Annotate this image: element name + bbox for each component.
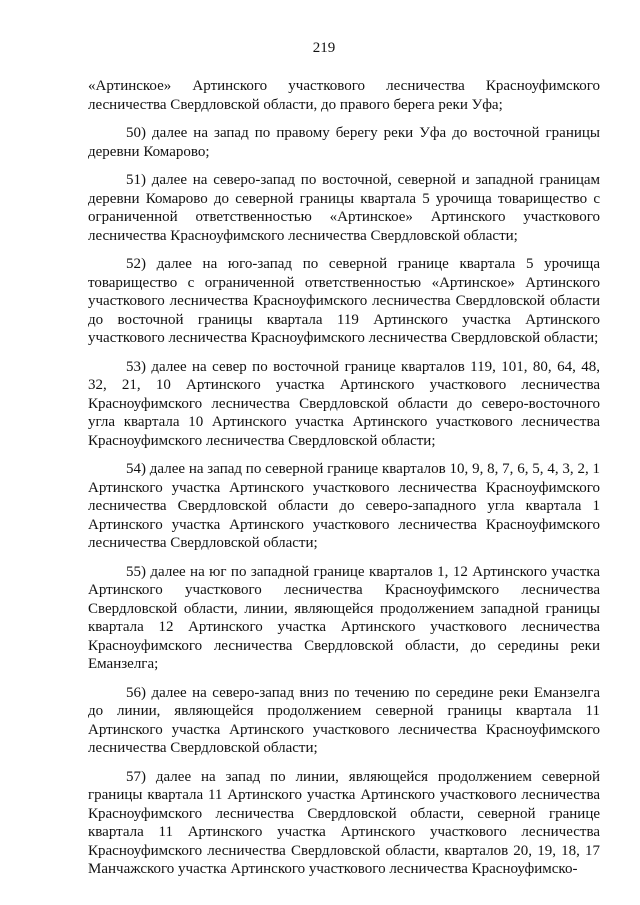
- paragraph-50: 50) далее на запад по правому берегу реки Уфа до восточной границы деревни Комарово;: [88, 125, 600, 160]
- paragraph-56: 56) далее на северо-запад вниз по течению по середине реки Еманзелга до линии, являющейся продолжением северной границы квартала 11 Артинского участка Артинского участкового лесничества Красноуфимского лесничества Свердловской области;: [88, 684, 600, 756]
- paragraph-continuation: «Артинское» Артинского участкового лесничества Красноуфимского лесничества Свердловской области, до правого берега реки Уфа;: [88, 78, 600, 113]
- page-number: 219: [312, 40, 336, 56]
- paragraph-53: 53) далее на север по восточной границе кварталов 119, 101, 80, 64, 48, 32, 21, 10 Артинского участка Артинского участкового лесничества Красноуфимского лесничества Свердловской области до северо-восточного угла квартала 10 Артинского участка Артинского участкового лесничества Красноуфимского лесничества Свердловской области;: [88, 358, 600, 449]
- paragraph-52: 52) далее на юго-запад по северной границе квартала 5 урочища товарищество с ограниченной ответственностью «Артинское» Артинского участкового лесничества Красноуфимского лесничества Свердловской области до восточной границы квартала 119 Артинского участка Артинского участкового лесничества Красноуфимского лесничества Свердловской области;: [88, 256, 600, 346]
- paragraph-55: 55) далее на юг по западной границе кварталов 1, 12 Артинского участка Артинского участкового лесничества Красноуфимского лесничества Свердловской области, линии, являющейся продолжением западной границы квартала 12 Артинского участка Артинского участкового лесничества Красноуфимского лесничества Свердловской области, до середины реки Еманзелга;: [88, 563, 600, 672]
- paragraph-51: 51) далее на северо-запад по восточной, северной и западной границам деревни Комарово до северной границы квартала 5 урочища товарищество с ограниченной ответственностью «Артинское» Артинского участкового лесничества Красноуфимского лесничества Свердловской области;: [88, 172, 600, 244]
- paragraph-54: 54) далее на запад по северной границе кварталов 10, 9, 8, 7, 6, 5, 4, 3, 2, 1 Артинского участка Артинского участкового лесничества Красноуфимского лесничества Свердловской области до северо-западного угла квартала 1 Артинского участка Артинского участкового лесничества Красноуфимского лесничества Свердловской области;: [88, 461, 600, 551]
- paragraph-57: 57) далее на запад по линии, являющейся продолжением северной границы квартала 11 Артинского участка Артинского участкового лесничества Красноуфимского лесничества Свердловской области, северной границе квартала 11 Артинского участка Артинского участкового лесничества Красноуфимского лесничества Свердловской области, кварталов 20, 19, 18, 17 Манчажского участка Артинского участкового лесничества Красноуфимско-: [88, 768, 600, 877]
